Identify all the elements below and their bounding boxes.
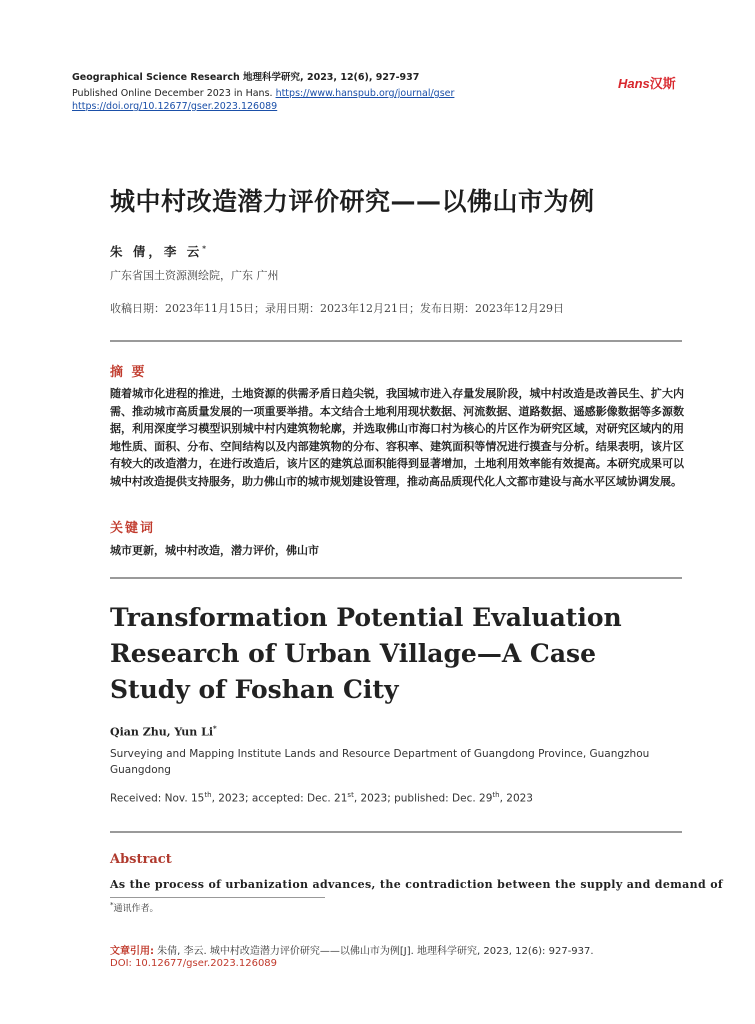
authors-en [110, 724, 217, 739]
logo-cn: 汉斯 [649, 76, 676, 91]
ordinal-suffix: st [347, 791, 354, 799]
authors-cn [110, 242, 209, 260]
corresponding-mark: * [202, 243, 209, 253]
year-suffix: , 2023 [499, 792, 533, 805]
divider [110, 577, 682, 579]
keywords-cn-heading: 关键词 [110, 521, 156, 536]
citation-text: 朱倩, 李云. 城中村改造潜力评价研究——以佛山市为例[J]. 地理科学研究, 2023, 12(6): 927-937. [154, 946, 594, 957]
published-prefix: Published Online December 2023 in Hans. [72, 88, 276, 99]
affiliation-en: Surveying and Mapping Institute Lands and Resource Department of Guangdong Province, Guangzhou Guangdong [110, 748, 650, 776]
accepted-date: , 2023; accepted: Dec. 21 [211, 792, 348, 805]
citation [110, 942, 594, 957]
footnote-rule [110, 897, 325, 898]
doi-url-link[interactable]: https://doi.org/10.12677/gser.2023.126089 [72, 101, 278, 112]
title-en: Transformation Potential Evaluation Research of Urban Village—A Case Study of Foshan City [110, 603, 622, 704]
journal-line: Geographical Science Research 地理科学研究, 2023, 12(6), 927-937 [72, 72, 420, 83]
received-date: Received: Nov. 15 [110, 792, 205, 805]
abstract-en-text: As the process of urbanization advances, the contradiction between the supply and demand of [110, 878, 723, 891]
ordinal-suffix: th [492, 791, 500, 799]
affiliation-cn: 广东省国土资源测绘院，广东 广州 [110, 269, 279, 282]
hans-logo [618, 73, 676, 92]
dates-en [110, 791, 533, 805]
published-line [72, 88, 454, 100]
footnote-text: 通讯作者。 [113, 904, 159, 914]
citation-label: 文章引用: [110, 946, 154, 957]
footnote [110, 901, 159, 914]
divider [110, 831, 682, 833]
corresponding-mark: * [213, 724, 217, 733]
ordinal-suffix: th [204, 791, 212, 799]
keywords-cn-text: 城市更新，城中村改造，潜力评价，佛山市 [110, 544, 319, 557]
authors-en-names: Qian Zhu, Yun Li [110, 725, 214, 739]
abstract-cn-heading: 摘 要 [110, 365, 147, 380]
title-cn: 城中村改造潜力评价研究——以佛山市为例 [110, 187, 595, 216]
authors-cn-names: 朱 倩，李 云 [110, 244, 203, 259]
citation-doi: DOI: 10.12677/gser.2023.126089 [110, 958, 278, 969]
abstract-cn-text: 随着城市化进程的推进，土地资源的供需矛盾日趋尖锐，我国城市进入存量发展阶段，城中村改造是改善民生、扩大内需、推动城市高质量发展的一项重要举措。本文结合土地利用现状数据、河流数据、道路数据、遥感影像数据等多源数据，利用深度学习模型识别城中村内建筑物轮廓，并选取佛山市海口村为核心的片区作为研究区域，对研究区域内的用地性质、面积、分布、空间结构以及内部建筑物的分布、容积率、建筑面积等情况进行摸查与分析。结果表明，该片区有较大的改造潜力，在进行改造后，该片区的建筑总面积能得到显著增加，土地利用效率能有效提高。本研究成果可以城中村改造提供支持服务，助力佛山市的城市规划建设管理，推动高品质现代化人文都市建设与高水平区域协调发展。 [110, 387, 684, 488]
published-date: , 2023; published: Dec. 29 [353, 792, 493, 805]
abstract-en-heading: Abstract [110, 852, 172, 867]
logo-latin: Hans [618, 76, 650, 91]
divider [110, 340, 682, 342]
journal-url-link[interactable]: https://www.hanspub.org/journal/gser [275, 88, 455, 99]
doi-line [72, 101, 277, 113]
footnote-mark: * [110, 901, 114, 909]
dates-cn: 收稿日期：2023年11月15日；录用日期：2023年12月21日；发布日期：2023年12月29日 [110, 302, 564, 315]
